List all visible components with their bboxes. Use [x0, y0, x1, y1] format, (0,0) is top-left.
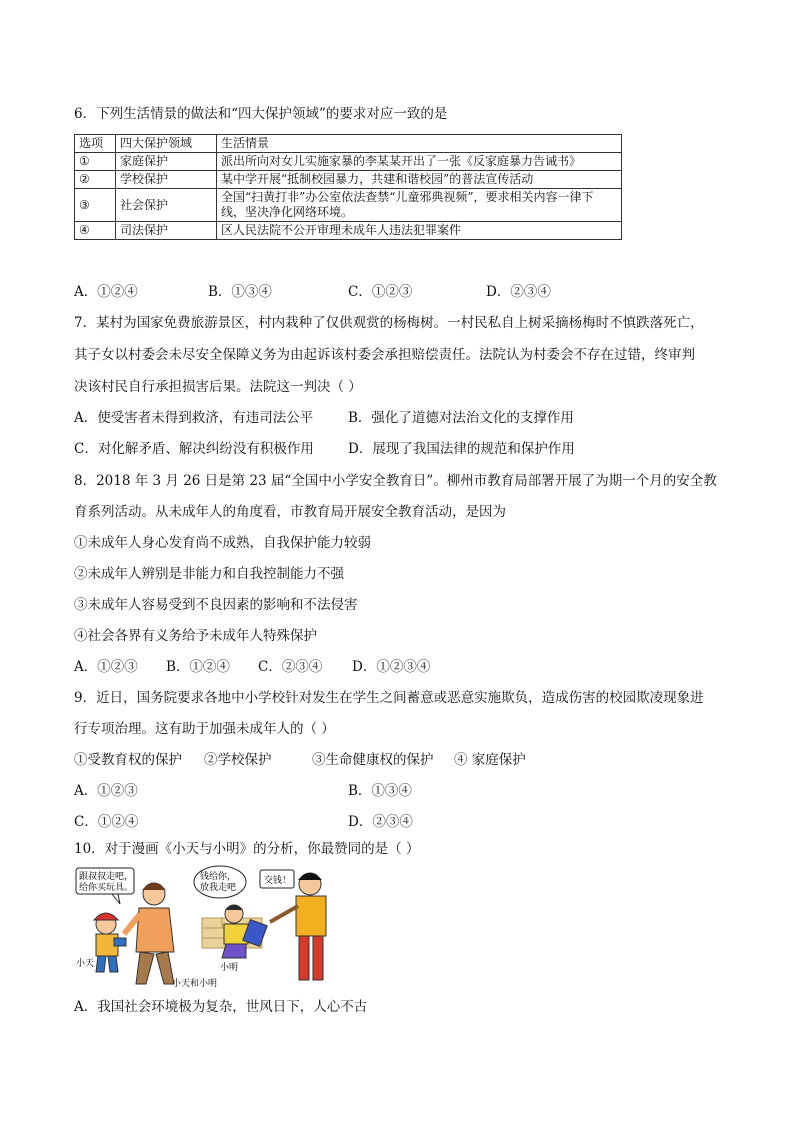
- speech-bubble-1: [76, 868, 134, 904]
- table-header-cell: 生活情景: [217, 135, 622, 153]
- q9-option-a[interactable]: A．①②③: [74, 783, 138, 799]
- bubble-text: 交钱！: [264, 876, 292, 886]
- q10-option-a[interactable]: A．我国社会环境极为复杂，世风日下，人心不古: [74, 999, 368, 1015]
- q7-stem-line: 决该村民自行承担损害后果。法院这一判决（ ）: [74, 379, 362, 395]
- table-header-cell: 四大保护领域: [116, 135, 217, 153]
- q8-stem-line: 8．2018 年 3 月 26 日是第 23 届“全国中小学安全教育日”。柳州市教育局部署开展了为期一个月的安全教: [74, 473, 717, 489]
- q9-item: ④ 家庭保护: [454, 752, 526, 768]
- q6-table: [74, 134, 622, 240]
- comic-caption: 小天和小明: [172, 979, 218, 989]
- bully-figure: [270, 873, 326, 980]
- q10-stem: 10．对于漫画《小天与小明》的分析，你最赞同的是（ ）: [74, 841, 420, 857]
- bubble-text: 给你买玩具。: [79, 883, 134, 893]
- table-row: [75, 153, 622, 171]
- q8-option-c[interactable]: C．②③④: [258, 659, 323, 675]
- q9-item: ①受教育权的保护: [74, 752, 182, 768]
- q8-item: ④社会各界有义务给予未成年人特殊保护: [74, 628, 317, 644]
- speech-bubble-3: [260, 870, 294, 888]
- table-cell: ④: [75, 222, 116, 240]
- bubble-text: 跟叔叔走吧，: [79, 872, 134, 882]
- q8-item: ②未成年人辨别是非能力和自我控制能力不强: [74, 566, 344, 582]
- q6-option-a[interactable]: A．①②④: [74, 284, 138, 300]
- table-cell: ②: [75, 171, 116, 189]
- child-xiaoming-figure: [222, 905, 267, 958]
- q8-stem-line: 育系列活动。从未成年人的角度看，市教育局开展安全教育活动，是因为: [74, 504, 506, 520]
- table-cell: 某中学开展“抵制校园暴力，共建和谐校园”的普法宣传活动: [217, 171, 622, 189]
- q7-option-a[interactable]: A．使受害者未得到救济，有违司法公平: [74, 410, 314, 426]
- table-cell: 全国“扫黄打非”办公室依法查禁“儿童邪典视频”，要求相关内容一律下线，坚决净化网络环境。: [217, 189, 622, 222]
- q6-option-d[interactable]: D．②③④: [486, 284, 551, 300]
- table-cell: 学校保护: [116, 171, 217, 189]
- child-xiaotian-figure: [94, 913, 126, 972]
- q8-option-d[interactable]: D．①②③④: [352, 659, 431, 675]
- bubble-text: 放我走吧: [200, 883, 237, 893]
- label-xiaoming: 小明: [220, 963, 239, 973]
- q7-option-d[interactable]: D．展现了我国法律的规范和保护作用: [348, 441, 575, 457]
- table-cell: 区人民法院不公开审理未成年人违法犯罪案件: [217, 222, 622, 240]
- table-cell: ①: [75, 153, 116, 171]
- q9-item: ②学校保护: [204, 752, 272, 768]
- table-row: [75, 189, 622, 222]
- table-cell: 家庭保护: [116, 153, 217, 171]
- bubble-text: 钱给你，: [200, 872, 237, 882]
- table-header-cell: 选项: [75, 135, 116, 153]
- q8-item: ③未成年人容易受到不良因素的影响和不法侵害: [74, 597, 358, 613]
- q8-item: ①未成年人身心发育尚不成熟，自我保护能力较弱: [74, 535, 371, 551]
- q7-option-b[interactable]: B．强化了道德对法治文化的支撑作用: [348, 410, 574, 426]
- man-figure: [124, 883, 174, 984]
- table-cell: ③: [75, 189, 116, 222]
- q9-stem-line: 9．近日，国务院要求各地中小学校针对发生在学生之间蓄意或恶意实施欺负，造成伤害的校园欺凌现象进: [74, 690, 704, 706]
- q9-stem-line: 行专项治理。这有助于加强未成年人的（ ）: [74, 721, 335, 737]
- q6-stem: 6．下列生活情景的做法和“四大保护领域”的要求对应一致的是: [74, 106, 448, 122]
- q9-option-d[interactable]: D．②③④: [348, 814, 413, 830]
- q9-option-b[interactable]: B．①③④: [348, 783, 412, 799]
- q7-stem-line: 其子女以村委会未尽安全保障义务为由起诉该村委会承担赔偿责任。法院认为村委会不存在过错，终审判: [74, 347, 695, 363]
- table-cell: 派出所向对女儿实施家暴的李某某开出了一张《反家庭暴力告诫书》: [217, 153, 622, 171]
- q8-option-a[interactable]: A．①②③: [74, 659, 138, 675]
- q10-comic-image: [74, 862, 354, 992]
- q8-option-b[interactable]: B．①②④: [166, 659, 230, 675]
- table-row: [75, 171, 622, 189]
- table-cell: 司法保护: [116, 222, 217, 240]
- q9-option-c[interactable]: C．①②④: [74, 814, 139, 830]
- q9-item: ③生命健康权的保护: [312, 752, 434, 768]
- q6-option-c[interactable]: C．①②③: [348, 284, 413, 300]
- table-cell: 社会保护: [116, 189, 217, 222]
- q6-option-b[interactable]: B．①③④: [208, 284, 272, 300]
- table-header-row: [75, 135, 622, 153]
- label-xiaotian: 小天: [76, 959, 95, 969]
- speech-bubble-2: [194, 866, 246, 898]
- table-row: [75, 222, 622, 240]
- q7-option-c[interactable]: C．对化解矛盾、解决纠纷没有积极作用: [74, 441, 314, 457]
- q7-stem-line: 7．某村为国家免费旅游景区，村内栽种了仅供观赏的杨梅树。一村民私自上树采摘杨梅时不慎跌落死亡，: [74, 315, 704, 331]
